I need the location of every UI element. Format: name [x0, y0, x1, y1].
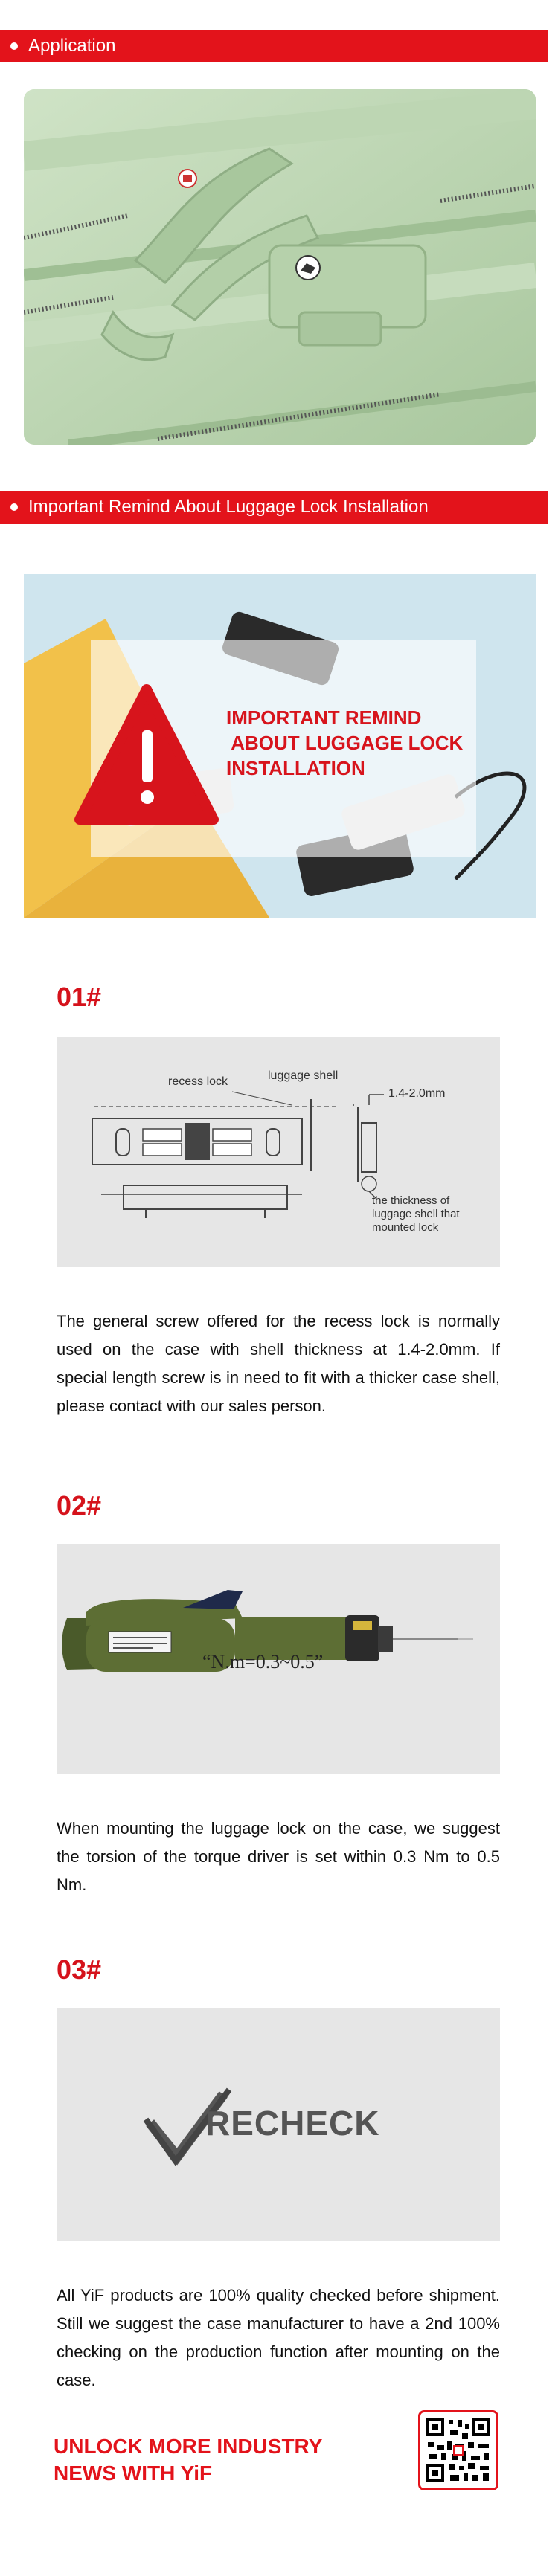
torque-range-label: “N.m=0.3~0.5” [202, 1651, 324, 1672]
remind-line-3: INSTALLATION [226, 757, 365, 779]
footer-cta [54, 2433, 322, 2487]
application-photo [24, 89, 536, 445]
remind-line-2: ABOUT LUGGAGE LOCK [226, 732, 464, 754]
step-number: 02# [57, 1490, 102, 1521]
section-banner-application [0, 30, 548, 62]
section-title: Application [28, 36, 116, 56]
step-number: 03# [57, 1954, 102, 1985]
diagram-label-luggage-shell: luggage shell [268, 1069, 339, 1082]
remind-overlay-text [226, 705, 463, 781]
section-title: Important Remind About Luggage Lock Installation [28, 497, 429, 517]
diagram-note-line: mounted lock [372, 1221, 439, 1234]
footer-line-2: NEWS WITH YiF [54, 2461, 213, 2485]
bullet-icon [10, 42, 18, 50]
remind-line-1: IMPORTANT REMIND [226, 706, 422, 729]
footer-line-1: UNLOCK MORE INDUSTRY [54, 2435, 323, 2458]
step-number: 01# [57, 982, 102, 1012]
torque-driver-illustration [57, 1544, 500, 1774]
step-description: The general screw offered for the recess lock is normally used on the case with shell thickness at 1.4-2.0mm. If special length screw is in need to fit with a thicker case shell, please contact with our sales person. [57, 1312, 500, 1415]
diagram-note-line: luggage shell that [372, 1208, 460, 1220]
remind-photo [24, 574, 536, 918]
screw-diagram [57, 1037, 500, 1267]
step-description: All YiF products are 100% quality checked before shipment. Still we suggest the case manufacturer to have a 2nd 100% checking on the production function after mounting on the case. [57, 2286, 500, 2389]
qr-code-icon[interactable] [418, 2410, 498, 2490]
bullet-icon [10, 503, 18, 511]
recheck-label: RECHECK [205, 2104, 380, 2142]
diagram-note-line: the thickness of [372, 1194, 450, 1207]
diagram-note [372, 1194, 460, 1234]
diagram-label-thickness: 1.4-2.0mm [388, 1087, 446, 1100]
section-banner-remind [0, 491, 548, 524]
diagram-label-recess-lock: recess lock [168, 1075, 228, 1088]
recheck-illustration [57, 2008, 500, 2241]
step-description: When mounting the luggage lock on the case, we suggest the torsion of the torque driver is set within 0.3 Nm to 0.5 Nm. [57, 1819, 500, 1894]
